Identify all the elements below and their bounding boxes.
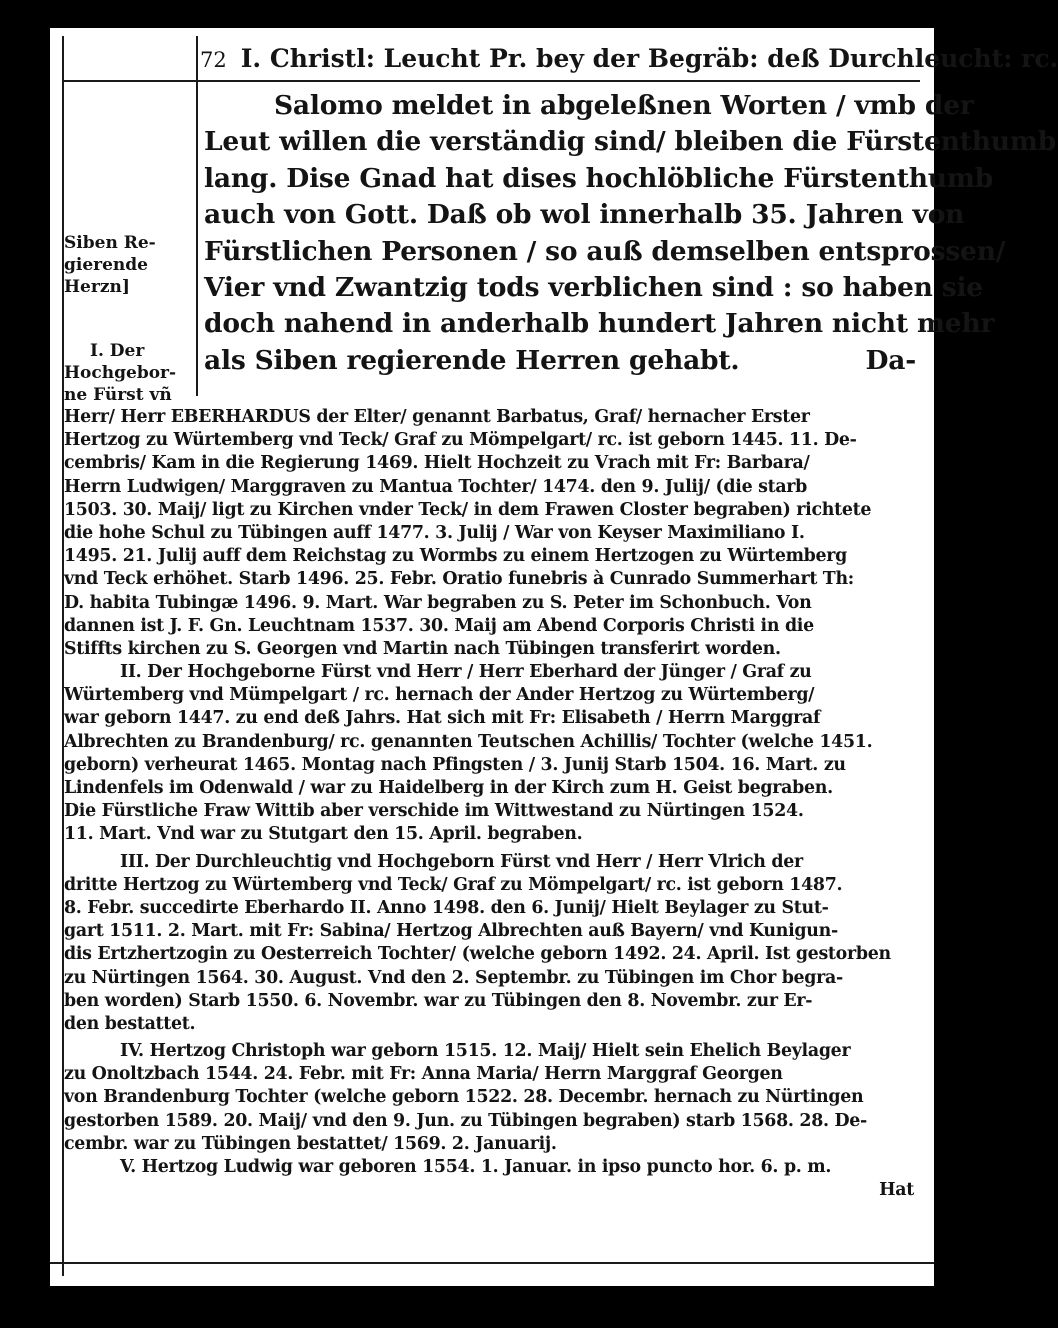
margin-line: gierende <box>64 255 148 275</box>
text-line: gestorben 1589. 20. Maij/ vnd den 9. Jun. zu Tübingen begraben) starb 1568. 28. De- <box>64 1110 867 1131</box>
text-line: III. Der Durchleuchtig vnd Hochgeborn Fürst vnd Herr / Herr Vlrich der <box>120 851 803 872</box>
bottom-rule <box>50 1262 934 1264</box>
text-line: IV. Hertzog Christoph war geborn 1515. 12. Maij/ Hielt sein Ehelich Beylager <box>120 1041 851 1062</box>
text-line: Würtemberg vnd Mümpelgart / rc. hernach der Ander Hertzog zu Würtemberg/ <box>64 685 815 706</box>
text-line: V. Hertzog Ludwig war geboren 1554. 1. Januar. in ipso puncto hor. 6. p. m. <box>120 1157 832 1177</box>
text-line: zu Onoltzbach 1544. 24. Febr. mit Fr: Anna Maria/ Herrn Marggraf Georgen <box>64 1064 783 1085</box>
text-line: II. Der Hochgeborne Fürst vnd Herr / Herr Eberhard der Jünger / Graf zu <box>120 662 812 683</box>
running-header <box>200 44 1058 80</box>
intro-paragraph <box>204 88 1057 379</box>
body-text <box>64 406 914 1202</box>
text-line: dannen ist J. F. Gn. Leuchtnam 1537. 30. Maij am Abend Corporis Christi in die <box>64 615 814 636</box>
text-line: D. habita Tubingæ 1496. 9. Mart. War begraben zu S. Peter im Schonbuch. Von <box>64 592 812 613</box>
text-line: 8. Febr. succedirte Eberhardo II. Anno 1498. den 6. Junij/ Hielt Beylager zu Stut- <box>64 897 829 918</box>
text-line: Die Fürstliche Fraw Wittib aber verschide im Wittwestand zu Nürtingen 1524. <box>64 801 804 822</box>
header-rule-left <box>62 80 196 82</box>
margin-line: Hochgebor- <box>64 363 177 383</box>
margin-line: ne Fürst vñ <box>64 385 172 405</box>
text-line: Vier vnd Zwantzig tods verblichen sind : so haben sie <box>204 271 983 303</box>
text-line: zu Nürtingen 1564. 30. August. Vnd den 2. Septembr. zu Tübingen im Chor begra- <box>64 967 843 988</box>
margin-note-first-duke <box>64 340 194 406</box>
text-line: 1503. 30. Maij/ ligt zu Kirchen vnder Teck/ in dem Frawen Closter begraben) richtete <box>64 499 872 520</box>
text-line: war geborn 1447. zu end deß Jahrs. Hat sich mit Fr: Elisabeth / Herrn Marggraf <box>64 708 821 729</box>
running-title: I. Christl: Leucht Pr. bey der Begräb: deß Durchleucht: rc. <box>240 44 1058 73</box>
text-line: Salomo meldet in abgeleßnen Worten / vmb der <box>274 90 974 121</box>
header-rule-right <box>196 80 920 82</box>
margin-line: I. Der <box>90 341 145 361</box>
text-line: doch nahend in anderhalb hundert Jahren nicht mehr <box>204 308 995 340</box>
text-line: 1495. 21. Julij auff dem Reichstag zu Wormbs zu einem Hertzogen zu Würtemberg <box>64 546 848 567</box>
text-line: vnd Teck erhöhet. Starb 1496. 25. Febr. Oratio funebris à Cunrado Summerhart Th: <box>64 569 854 590</box>
text-line: Leut willen die verständig sind/ bleiben die Fürstenthumb <box>204 126 1057 158</box>
margin-line: Siben Re- <box>64 233 156 253</box>
text-line: Albrechten zu Brandenburg/ rc. genannten Teutschen Achillis/ Tochter (welche 1451. <box>64 731 873 752</box>
text-line: von Brandenburg Tochter (welche geborn 1522. 28. Decembr. hernach zu Nürtingen <box>64 1087 864 1108</box>
text-line: geborn) verheurat 1465. Montag nach Pfingsten / 3. Junij Starb 1504. 16. Mart. zu <box>64 754 846 775</box>
book-page <box>50 28 1058 1286</box>
text-line: die hohe Schul zu Tübingen auff 1477. 3. Julij / War von Keyser Maximiliano I. <box>64 522 805 543</box>
text-line: Herrn Ludwigen/ Marggraven zu Mantua Tochter/ 1474. den 9. Julij/ (die starb <box>64 476 808 497</box>
text-line: Hertzog zu Würtemberg vnd Teck/ Graf zu Mömpelgart/ rc. ist geborn 1445. 11. De- <box>64 430 857 451</box>
page-number: 72 <box>200 48 227 72</box>
text-line: cembr. war zu Tübingen bestattet/ 1569. 2. Januarij. <box>64 1133 557 1154</box>
text-line: den bestattet. <box>64 1013 196 1034</box>
text-line: gart 1511. 2. Mart. mit Fr: Sabina/ Hertzog Albrechten auß Bayern/ vnd Kunigun- <box>64 921 838 942</box>
catchword: Da- <box>865 344 916 376</box>
text-line: ben worden) Starb 1550. 6. Novembr. war zu Tübingen den 8. Novembr. zur Er- <box>64 990 813 1011</box>
text-line: lang. Dise Gnad hat dises hochlöbliche Fürstenthumb <box>204 162 994 194</box>
text-line: dritte Hertzog zu Würtemberg vnd Teck/ Graf zu Mömpelgart/ rc. ist geborn 1487. <box>64 874 843 895</box>
text-line: als Siben regierende Herren gehabt. <box>204 344 740 376</box>
margin-note-rulers <box>64 232 194 298</box>
text-line: Lindenfels im Odenwald / war zu Haidelberg in der Kirch zum H. Geist begraben. <box>64 778 833 798</box>
text-line: Herr/ Herr EBERHARDUS der Elter/ genannt Barbatus, Graf/ hernacher Erster <box>64 407 810 427</box>
text-line: cembris/ Kam in die Regierung 1469. Hielt Hochzeit zu Vrach mit Fr: Barbara/ <box>64 453 810 474</box>
text-line: Stiffts kirchen zu S. Georgen vnd Martin nach Tübingen transferirt worden. <box>64 638 781 659</box>
text-line: Fürstlichen Personen / so auß demselben entsprossen/ <box>204 235 1006 267</box>
text-line-last <box>204 343 916 379</box>
text-line: dis Ertzhertzogin zu Oesterreich Tochter/ (welche geborn 1492. 24. April. Ist gestorben <box>64 944 891 965</box>
margin-line: Herzn] <box>64 277 130 297</box>
catchword-bottom: Hat <box>879 1180 914 1201</box>
text-line: 11. Mart. Vnd war zu Stutgart den 15. April. begraben. <box>64 824 583 845</box>
margin-column-rule <box>196 36 198 396</box>
text-line: auch von Gott. Daß ob wol innerhalb 35. Jahren von <box>204 199 965 231</box>
